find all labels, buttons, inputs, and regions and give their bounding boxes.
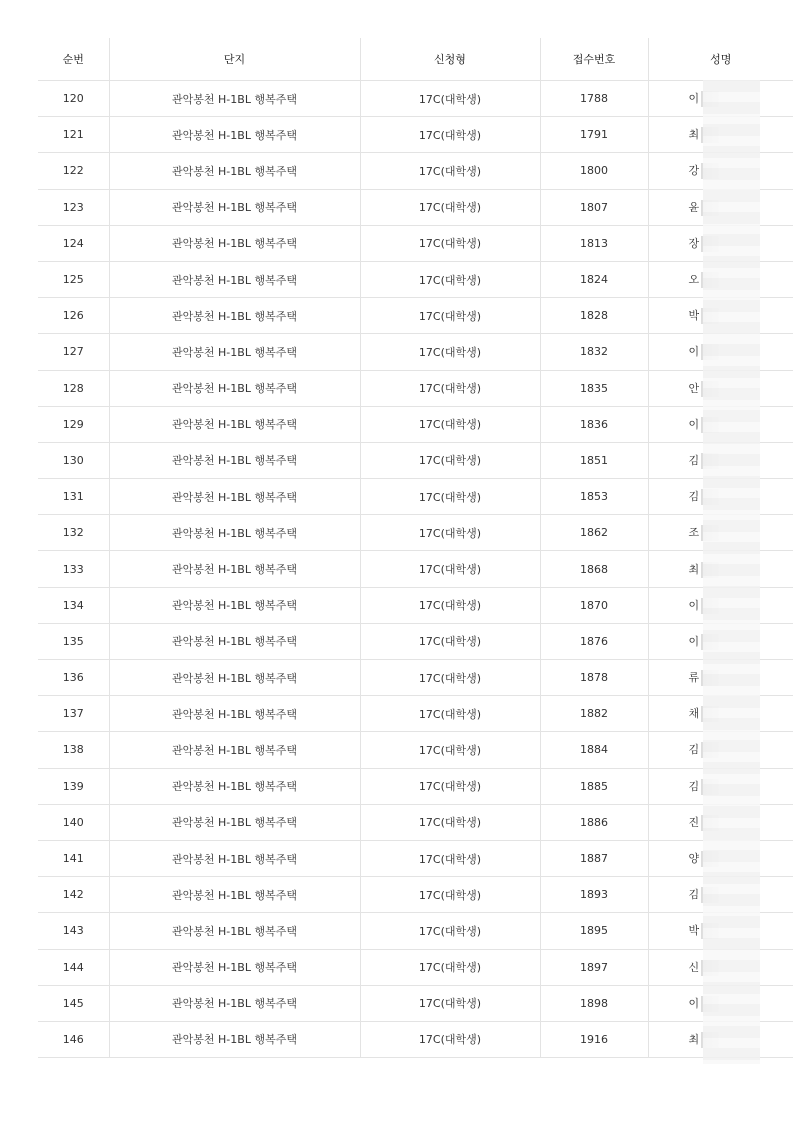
cell-no: 130 (38, 442, 109, 478)
name-redaction-mask (701, 344, 719, 360)
name-initial: 김 (688, 743, 700, 757)
name-initial: 신 (688, 960, 700, 974)
cell-no: 126 (38, 298, 109, 334)
name-redaction-mask (701, 634, 719, 650)
name-initial: 김 (688, 453, 700, 467)
cell-type: 17C(대학생) (360, 840, 540, 876)
name-initial: 이 (688, 92, 700, 106)
cell-receipt-number: 1835 (540, 370, 648, 406)
cell-receipt-number: 1851 (540, 442, 648, 478)
cell-name (648, 117, 793, 153)
cell-name (648, 479, 793, 515)
name-initial: 장 (688, 236, 700, 250)
name-redaction-mask (701, 453, 719, 469)
name-redaction-mask (701, 670, 719, 686)
cell-complex: 관악봉천 H-1BL 행복주택 (109, 913, 360, 949)
cell-no: 144 (38, 949, 109, 985)
cell-no: 142 (38, 877, 109, 913)
cell-type: 17C(대학생) (360, 406, 540, 442)
cell-receipt-number: 1878 (540, 660, 648, 696)
cell-name (648, 804, 793, 840)
table-row (38, 153, 793, 189)
cell-no: 127 (38, 334, 109, 370)
table-row (38, 587, 793, 623)
applicant-table (38, 38, 793, 1058)
name-wrapper (689, 959, 720, 976)
cell-receipt-number: 1893 (540, 877, 648, 913)
cell-complex: 관악봉천 H-1BL 행복주택 (109, 732, 360, 768)
table-row (38, 334, 793, 370)
name-wrapper (689, 741, 720, 758)
cell-name (648, 442, 793, 478)
cell-type: 17C(대학생) (360, 660, 540, 696)
cell-complex: 관악봉천 H-1BL 행복주택 (109, 768, 360, 804)
cell-receipt-number: 1884 (540, 732, 648, 768)
name-initial: 이 (688, 598, 700, 612)
name-wrapper (689, 524, 720, 541)
cell-no: 137 (38, 696, 109, 732)
name-redaction-mask (701, 127, 719, 143)
cell-complex: 관악봉천 H-1BL 행복주택 (109, 117, 360, 153)
name-redaction-mask (701, 996, 719, 1012)
table-row (38, 985, 793, 1021)
cell-name (648, 877, 793, 913)
cell-type: 17C(대학생) (360, 117, 540, 153)
cell-complex: 관악봉천 H-1BL 행복주택 (109, 153, 360, 189)
table-row (38, 479, 793, 515)
cell-no: 132 (38, 515, 109, 551)
name-wrapper (689, 561, 720, 578)
cell-no: 121 (38, 117, 109, 153)
name-initial: 류 (688, 671, 700, 685)
name-redaction-mask (701, 960, 719, 976)
name-wrapper (689, 199, 720, 216)
cell-no: 125 (38, 261, 109, 297)
cell-no: 129 (38, 406, 109, 442)
cell-receipt-number: 1800 (540, 153, 648, 189)
cell-receipt-number: 1882 (540, 696, 648, 732)
cell-receipt-number: 1828 (540, 298, 648, 334)
cell-type: 17C(대학생) (360, 551, 540, 587)
cell-complex: 관악봉천 H-1BL 행복주택 (109, 840, 360, 876)
name-initial: 박 (688, 309, 700, 323)
table-row (38, 696, 793, 732)
cell-no: 128 (38, 370, 109, 406)
name-initial: 최 (688, 128, 700, 142)
name-wrapper (689, 271, 720, 288)
name-initial: 최 (688, 1032, 700, 1046)
cell-name (648, 587, 793, 623)
cell-name (648, 189, 793, 225)
name-redaction-mask (701, 200, 719, 216)
table-row (38, 225, 793, 261)
name-wrapper (689, 850, 720, 867)
cell-receipt-number: 1791 (540, 117, 648, 153)
name-redaction-mask (701, 779, 719, 795)
cell-type: 17C(대학생) (360, 334, 540, 370)
cell-name (648, 334, 793, 370)
cell-name (648, 1021, 793, 1057)
cell-receipt-number: 1824 (540, 261, 648, 297)
cell-type: 17C(대학생) (360, 877, 540, 913)
cell-complex: 관악봉천 H-1BL 행복주택 (109, 804, 360, 840)
cell-receipt-number: 1836 (540, 406, 648, 442)
cell-name (648, 81, 793, 117)
cell-type: 17C(대학생) (360, 479, 540, 515)
cell-complex: 관악봉천 H-1BL 행복주택 (109, 225, 360, 261)
cell-complex: 관악봉천 H-1BL 행복주택 (109, 623, 360, 659)
name-initial: 이 (688, 996, 700, 1010)
header-type: 신청형 (360, 38, 540, 81)
cell-no: 123 (38, 189, 109, 225)
name-redaction-mask (701, 163, 719, 179)
name-wrapper (689, 669, 720, 686)
cell-no: 136 (38, 660, 109, 696)
cell-type: 17C(대학생) (360, 949, 540, 985)
name-initial: 조 (688, 526, 700, 540)
header-row (38, 38, 793, 81)
name-redaction-mask (701, 742, 719, 758)
cell-complex: 관악봉천 H-1BL 행복주택 (109, 370, 360, 406)
name-initial: 김 (688, 779, 700, 793)
cell-receipt-number: 1862 (540, 515, 648, 551)
name-redaction-mask (701, 308, 719, 324)
name-initial: 김 (688, 490, 700, 504)
cell-receipt-number: 1885 (540, 768, 648, 804)
name-wrapper (689, 162, 720, 179)
name-wrapper (689, 90, 720, 107)
cell-name (648, 696, 793, 732)
cell-no: 131 (38, 479, 109, 515)
name-redaction-mask (701, 236, 719, 252)
header-name: 성명 (648, 38, 793, 81)
cell-no: 122 (38, 153, 109, 189)
name-initial: 김 (688, 888, 700, 902)
cell-name (648, 153, 793, 189)
cell-name (648, 660, 793, 696)
cell-complex: 관악봉천 H-1BL 행복주택 (109, 261, 360, 297)
name-initial: 이 (688, 634, 700, 648)
cell-complex: 관악봉천 H-1BL 행복주택 (109, 985, 360, 1021)
cell-complex: 관악봉천 H-1BL 행복주택 (109, 81, 360, 117)
table-row (38, 840, 793, 876)
table-header (38, 38, 793, 81)
cell-complex: 관악봉천 H-1BL 행복주택 (109, 442, 360, 478)
cell-type: 17C(대학생) (360, 768, 540, 804)
name-wrapper (689, 307, 720, 324)
cell-name (648, 370, 793, 406)
cell-receipt-number: 1887 (540, 840, 648, 876)
name-initial: 윤 (688, 200, 700, 214)
name-redaction-mask (701, 489, 719, 505)
cell-complex: 관악봉천 H-1BL 행복주택 (109, 949, 360, 985)
cell-no: 141 (38, 840, 109, 876)
cell-receipt-number: 1898 (540, 985, 648, 1021)
cell-no: 143 (38, 913, 109, 949)
cell-type: 17C(대학생) (360, 153, 540, 189)
name-initial: 채 (688, 707, 700, 721)
table-row (38, 913, 793, 949)
name-wrapper (689, 1031, 720, 1048)
cell-name (648, 551, 793, 587)
cell-receipt-number: 1895 (540, 913, 648, 949)
cell-complex: 관악봉천 H-1BL 행복주택 (109, 696, 360, 732)
table-row (38, 515, 793, 551)
cell-type: 17C(대학생) (360, 261, 540, 297)
name-initial: 안 (688, 381, 700, 395)
name-wrapper (689, 778, 720, 795)
cell-complex: 관악봉천 H-1BL 행복주택 (109, 334, 360, 370)
cell-name (648, 298, 793, 334)
cell-type: 17C(대학생) (360, 81, 540, 117)
cell-complex: 관악봉천 H-1BL 행복주택 (109, 1021, 360, 1057)
name-wrapper (689, 597, 720, 614)
cell-name (648, 949, 793, 985)
name-wrapper (689, 814, 720, 831)
cell-name (648, 261, 793, 297)
table-row (38, 189, 793, 225)
table-row (38, 623, 793, 659)
table-body (38, 81, 793, 1058)
table-row (38, 768, 793, 804)
cell-name (648, 840, 793, 876)
cell-receipt-number: 1897 (540, 949, 648, 985)
cell-type: 17C(대학생) (360, 913, 540, 949)
cell-receipt-number: 1876 (540, 623, 648, 659)
name-redaction-mask (701, 706, 719, 722)
cell-name (648, 406, 793, 442)
name-initial: 오 (688, 273, 700, 287)
cell-type: 17C(대학생) (360, 696, 540, 732)
name-wrapper (689, 922, 720, 939)
name-wrapper (689, 995, 720, 1012)
name-initial: 양 (688, 852, 700, 866)
table-row (38, 804, 793, 840)
name-wrapper (689, 416, 720, 433)
table-row (38, 406, 793, 442)
name-redaction-mask (701, 272, 719, 288)
cell-no: 139 (38, 768, 109, 804)
cell-name (648, 913, 793, 949)
cell-receipt-number: 1886 (540, 804, 648, 840)
cell-complex: 관악봉천 H-1BL 행복주택 (109, 587, 360, 623)
name-redaction-mask (701, 562, 719, 578)
table-row (38, 551, 793, 587)
cell-type: 17C(대학생) (360, 1021, 540, 1057)
cell-type: 17C(대학생) (360, 804, 540, 840)
name-wrapper (689, 380, 720, 397)
cell-type: 17C(대학생) (360, 442, 540, 478)
cell-no: 140 (38, 804, 109, 840)
cell-complex: 관악봉천 H-1BL 행복주택 (109, 406, 360, 442)
name-initial: 진 (688, 815, 700, 829)
table-row (38, 877, 793, 913)
cell-complex: 관악봉천 H-1BL 행복주택 (109, 877, 360, 913)
name-redaction-mask (701, 598, 719, 614)
name-wrapper (689, 886, 720, 903)
name-wrapper (689, 705, 720, 722)
table-row (38, 81, 793, 117)
cell-type: 17C(대학생) (360, 225, 540, 261)
name-redaction-mask (701, 923, 719, 939)
name-wrapper (689, 488, 720, 505)
name-wrapper (689, 343, 720, 360)
cell-name (648, 985, 793, 1021)
cell-type: 17C(대학생) (360, 985, 540, 1021)
applicant-list-sheet (38, 38, 793, 1058)
cell-receipt-number: 1832 (540, 334, 648, 370)
name-wrapper (689, 235, 720, 252)
cell-type: 17C(대학생) (360, 370, 540, 406)
cell-name (648, 732, 793, 768)
table-row (38, 660, 793, 696)
cell-type: 17C(대학생) (360, 732, 540, 768)
cell-complex: 관악봉천 H-1BL 행복주택 (109, 479, 360, 515)
cell-type: 17C(대학생) (360, 298, 540, 334)
cell-no: 135 (38, 623, 109, 659)
name-wrapper (689, 452, 720, 469)
cell-no: 134 (38, 587, 109, 623)
cell-type: 17C(대학생) (360, 587, 540, 623)
cell-complex: 관악봉천 H-1BL 행복주택 (109, 298, 360, 334)
cell-name (648, 225, 793, 261)
name-redaction-mask (701, 815, 719, 831)
cell-no: 124 (38, 225, 109, 261)
name-redaction-mask (701, 525, 719, 541)
cell-receipt-number: 1813 (540, 225, 648, 261)
name-initial: 박 (688, 924, 700, 938)
cell-complex: 관악봉천 H-1BL 행복주택 (109, 515, 360, 551)
cell-name (648, 515, 793, 551)
cell-name (648, 768, 793, 804)
name-redaction-mask (701, 887, 719, 903)
name-initial: 최 (688, 562, 700, 576)
cell-type: 17C(대학생) (360, 515, 540, 551)
cell-type: 17C(대학생) (360, 623, 540, 659)
name-initial: 이 (688, 417, 700, 431)
table-row (38, 732, 793, 768)
table-row (38, 261, 793, 297)
cell-receipt-number: 1916 (540, 1021, 648, 1057)
table-row (38, 298, 793, 334)
cell-complex: 관악봉천 H-1BL 행복주택 (109, 660, 360, 696)
cell-no: 146 (38, 1021, 109, 1057)
table-row (38, 949, 793, 985)
cell-no: 138 (38, 732, 109, 768)
table-row (38, 117, 793, 153)
cell-no: 120 (38, 81, 109, 117)
table-row (38, 442, 793, 478)
cell-complex: 관악봉천 H-1BL 행복주택 (109, 189, 360, 225)
cell-name (648, 623, 793, 659)
name-wrapper (689, 633, 720, 650)
header-no: 순번 (38, 38, 109, 81)
name-initial: 강 (688, 164, 700, 178)
cell-receipt-number: 1788 (540, 81, 648, 117)
name-redaction-mask (701, 851, 719, 867)
cell-no: 145 (38, 985, 109, 1021)
name-redaction-mask (701, 417, 719, 433)
name-redaction-mask (701, 1032, 719, 1048)
cell-receipt-number: 1870 (540, 587, 648, 623)
name-redaction-mask (701, 381, 719, 397)
table-row (38, 370, 793, 406)
cell-no: 133 (38, 551, 109, 587)
header-receipt-number: 접수번호 (540, 38, 648, 81)
cell-receipt-number: 1807 (540, 189, 648, 225)
table-row (38, 1021, 793, 1057)
cell-type: 17C(대학생) (360, 189, 540, 225)
name-redaction-mask (701, 91, 719, 107)
name-initial: 이 (688, 345, 700, 359)
header-complex: 단지 (109, 38, 360, 81)
cell-receipt-number: 1868 (540, 551, 648, 587)
name-wrapper (689, 126, 720, 143)
cell-receipt-number: 1853 (540, 479, 648, 515)
cell-complex: 관악봉천 H-1BL 행복주택 (109, 551, 360, 587)
